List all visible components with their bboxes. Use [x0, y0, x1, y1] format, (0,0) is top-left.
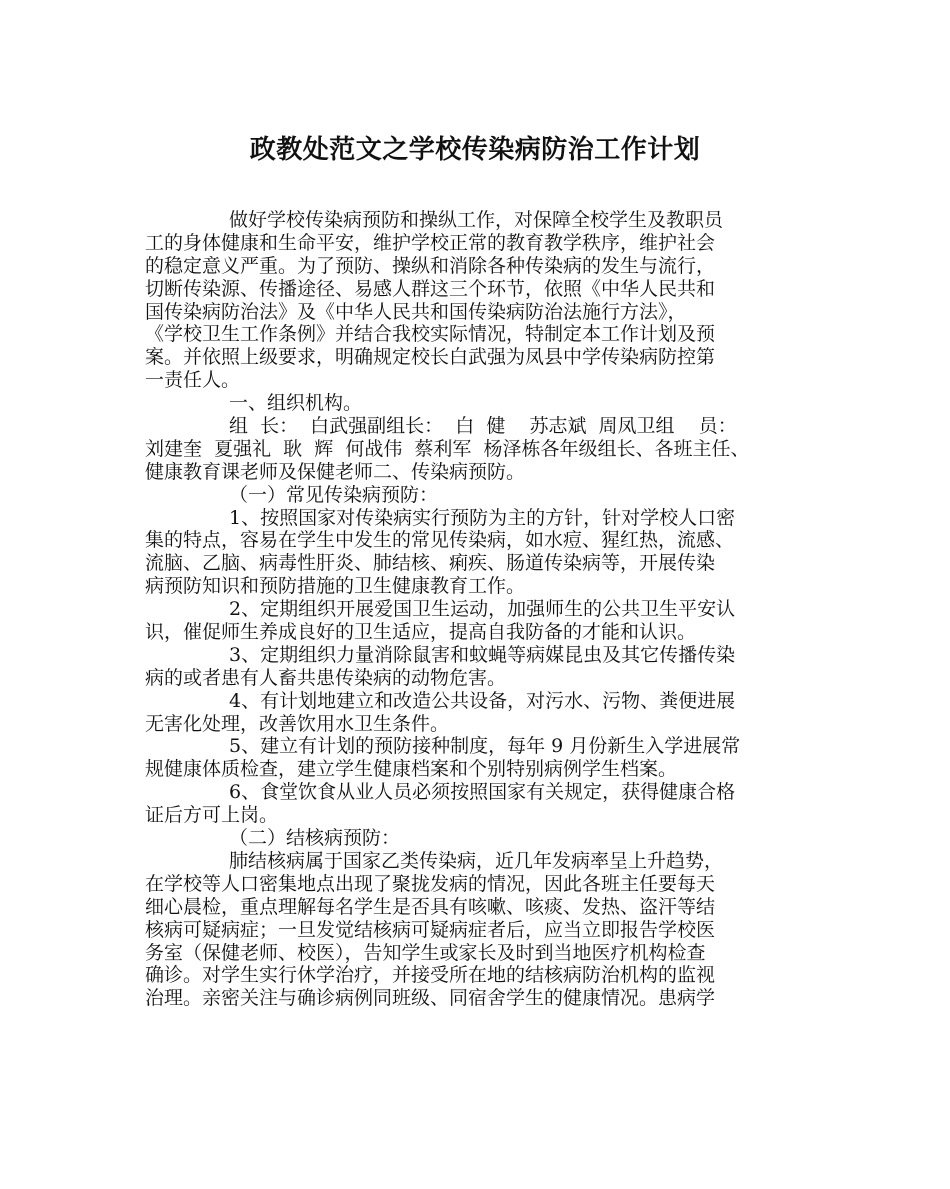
text-line: 做好学校传染病预防和操纵工作，对保障全校学生及教职员	[229, 209, 724, 231]
text-line: 刘建奎 夏强礼 耿 辉 何战伟 蔡利军 杨泽栋各年级组长、各班主任、	[145, 437, 750, 460]
text-line: 无害化处理，改善饮用水卫生条件。	[145, 712, 450, 735]
text-line: 流脑、乙脑、病毒性肝炎、肺结核、痢疾、肠道传染病等，开展传染	[145, 552, 716, 575]
text-line: 证后方可上岗。	[145, 804, 279, 827]
text-line: 病预防知识和预防措施的卫生健康教育工作。	[145, 575, 526, 598]
text-line: 4、有计划地建立和改造公共设备，对污水、污物、粪便进展	[229, 689, 736, 712]
text-line: 规健康体质检查，建立学生健康档案和个别特别病例学生档案。	[145, 758, 678, 781]
text-line: 工的身体健康和生命平安，维护学校正常的教育教学秩序，维护社会	[145, 231, 716, 254]
text-line: 核病可疑病症；一旦发觉结核病可疑病症者后，应当立即报告学校医	[145, 918, 716, 941]
text-line: 治理。亲密关注与确诊病例同班级、同宿舍学生的健康情况。患病学	[145, 987, 716, 1010]
text-line: 国传染病防治法》及《中华人民共和国传染病防治法施行方法》，	[145, 300, 687, 323]
text-line: 识，催促师生养成良好的卫生适应，提高自我防备的才能和认识。	[145, 621, 697, 644]
text-line: 1、按照国家对传染病实行预防为主的方针，针对学校人口密	[229, 506, 736, 529]
text-line: 3、定期组织力量消除鼠害和蚊蝇等病媒昆虫及其它传播传染	[229, 643, 736, 666]
text-line: 5、建立有计划的预防接种制度，每年 9 月份新生入学进展常	[229, 735, 741, 758]
text-line: 6、食堂饮食从业人员必须按照国家有关规定，获得健康合格	[229, 781, 736, 804]
text-line: 组 长： 白武强副组长： 白 健 苏志斌 周凤卫组 员：	[229, 415, 737, 438]
text-line: 《学校卫生工作条例》并结合我校实际情况，特制定本工作计划及预	[145, 323, 716, 346]
text-line: 切断传染源、传播途径、易感人群这三个环节，依照《中华人民共和	[145, 277, 716, 300]
document-title: 政教处范文之学校传染病防治工作计划	[249, 135, 701, 165]
text-line: 健康教育课老师及保健老师二、传染病预防。	[145, 460, 526, 483]
text-line: （一）常见传染病预防：	[229, 483, 439, 506]
text-line: （二）结核病预防：	[229, 827, 401, 850]
text-line: 集的特点，容易在学生中发生的常见传染病，如水痘、猩红热，流感、	[145, 529, 735, 552]
text-line: 病的或者患有人畜共患传染病的动物危害。	[145, 666, 507, 689]
document-body	[145, 209, 815, 1010]
text-line: 务室（保健老师、校医），告知学生或家长及时到当地医疗机构检查	[145, 941, 706, 964]
text-line: 的稳定意义严重。为了预防、操纵和消除各种传染病的发生与流行，	[145, 254, 716, 277]
text-line: 一、组织机构。	[229, 392, 363, 415]
text-line: 一责任人。	[145, 369, 241, 392]
text-line: 2、定期组织开展爱国卫生运动，加强师生的公共卫生平安认	[229, 598, 736, 621]
text-line: 案。并依照上级要求，明确规定校长白武强为凤县中学传染病防控第	[145, 346, 716, 369]
text-line: 肺结核病属于国家乙类传染病，近几年发病率呈上升趋势，	[229, 849, 724, 872]
text-line: 细心晨检，重点理解每名学生是否具有咳嗽、咳痰、发热、盗汗等结	[145, 895, 716, 918]
text-line: 在学校等人口密集地点出现了聚拢发病的情况，因此各班主任要每天	[145, 872, 716, 895]
text-line: 确诊。对学生实行休学治疗，并接受所在地的结核病防治机构的监视	[145, 964, 716, 987]
